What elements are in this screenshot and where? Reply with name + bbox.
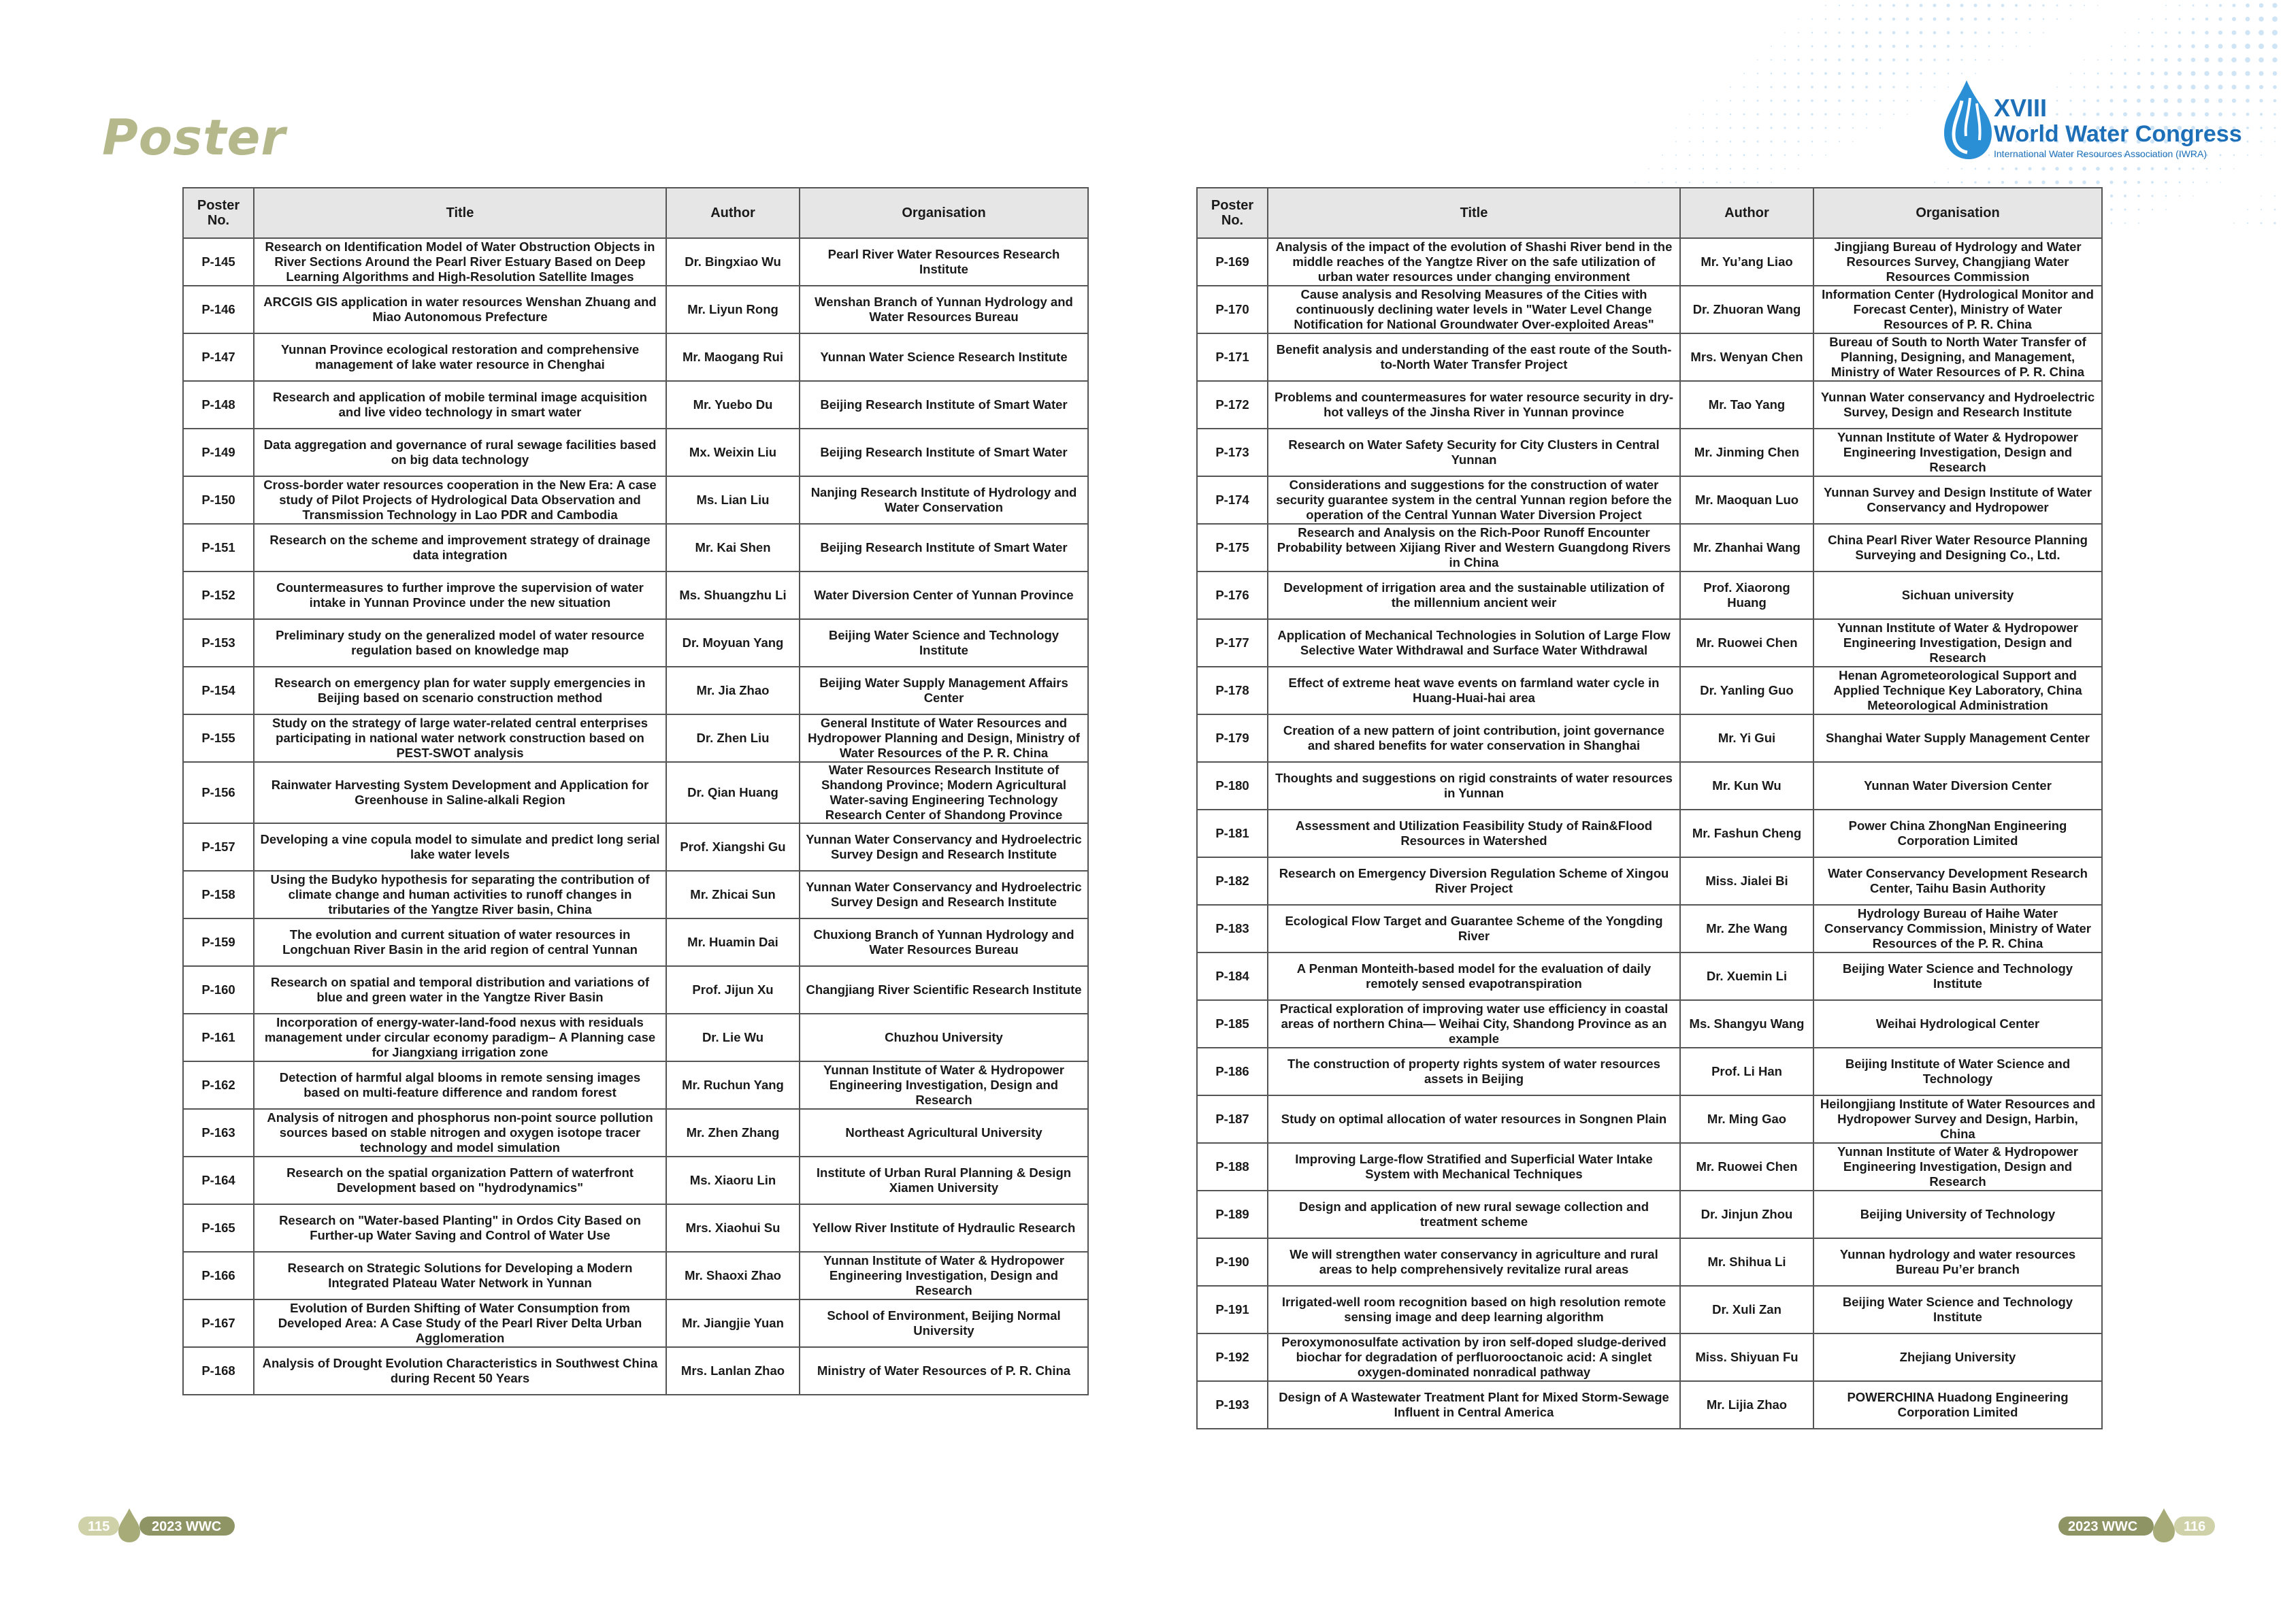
poster-number: P-166 [183,1252,254,1299]
poster-author: Mr. Shihua Li [1680,1238,1813,1286]
table-row [1197,571,2102,619]
poster-organisation: Northeast Agricultural University [800,1109,1088,1157]
table-row [1197,857,2102,905]
table-header-row [1197,188,2102,238]
poster-author: Mr. Maogang Rui [666,333,800,381]
poster-author: Dr. Zhuoran Wang [1680,286,1813,333]
poster-title: Analysis of the impact of the evolution of Shashi River bend in the middle reaches of the Yangtze River on the safe utilization of urban water resources under changing environment [1268,238,1680,286]
logo-roman-numeral: XVIII [1994,94,2048,122]
poster-author: Mr. Maoquan Luo [1680,476,1813,524]
poster-author: Mr. Zhe Wang [1680,905,1813,952]
poster-author: Mrs. Xiaohui Su [666,1204,800,1252]
poster-number: P-151 [183,524,254,571]
table-row [183,1061,1088,1109]
poster-title: A Penman Monteith-based model for the evaluation of daily remotely sensed evapotranspiration [1268,952,1680,1000]
poster-title: Irrigated-well room recognition based on high resolution remote sensing image and deep learning algorithm [1268,1286,1680,1333]
poster-number: P-161 [183,1014,254,1061]
poster-organisation: Heilongjiang Institute of Water Resources and Hydropower Survey and Design, Harbin, China [1813,1095,2102,1143]
poster-number: P-184 [1197,952,1268,1000]
poster-title: ARCGIS GIS application in water resources Wenshan Zhuang and Miao Autonomous Prefecture [254,286,666,333]
poster-number: P-181 [1197,810,1268,857]
table-row [1197,667,2102,714]
footer-left [78,1514,235,1537]
poster-author: Mr. Ruchun Yang [666,1061,800,1109]
poster-author: Mr. Liyun Rong [666,286,800,333]
poster-title: Analysis of nitrogen and phosphorus non-point source pollution sources based on stable nitrogen and oxygen isotope tracer technology and model simulation [254,1109,666,1157]
poster-title: Thoughts and suggestions on rigid constraints of water resources in Yunnan [1268,762,1680,810]
page-number: 116 [2184,1519,2206,1534]
poster-title: Developing a vine copula model to simulate and predict long serial lake water levels [254,823,666,871]
page-title: Poster [102,109,286,166]
poster-organisation: Beijing Institute of Water Science and Technology [1813,1048,2102,1095]
poster-number: P-175 [1197,524,1268,571]
poster-author: Mr. Zhicai Sun [666,871,800,918]
table-row [183,1347,1088,1395]
table-row [1197,1381,2102,1429]
poster-organisation: Nanjing Research Institute of Hydrology and Water Conservation [800,476,1088,524]
poster-organisation: Yunnan Survey and Design Institute of Water Conservancy and Hydropower [1813,476,2102,524]
poster-organisation: China Pearl River Water Resource Planning Surveying and Designing Co., Ltd. [1813,524,2102,571]
poster-organisation: Yunnan Water Diversion Center [1813,762,2102,810]
poster-title: Using the Budyko hypothesis for separating the contribution of climate change and human activities to runoff changes in tributaries of the Yangtze River basin, China [254,871,666,918]
poster-author: Ms. Shangyu Wang [1680,1000,1813,1048]
poster-organisation: Beijing Water Science and Technology Institute [1813,952,2102,1000]
poster-author: Prof. Xiaorong Huang [1680,571,1813,619]
poster-organisation: Yunnan hydrology and water resources Bureau Pu’er branch [1813,1238,2102,1286]
poster-author: Dr. Lie Wu [666,1014,800,1061]
poster-title: Problems and countermeasures for water resource security in dry-hot valleys of the Jinsha River in Yunnan province [1268,381,1680,429]
table-header-row [183,188,1088,238]
poster-author: Dr. Zhen Liu [666,714,800,762]
poster-author: Mr. Shaoxi Zhao [666,1252,800,1299]
table-row [183,524,1088,571]
poster-title: Study on optimal allocation of water resources in Songnen Plain [1268,1095,1680,1143]
poster-number: P-153 [183,619,254,667]
poster-number: P-149 [183,429,254,476]
poster-author: Mr. Jiangjie Yuan [666,1299,800,1347]
poster-title: Countermeasures to further improve the supervision of water intake in Yunnan Province under the new situation [254,571,666,619]
poster-author: Dr. Xuli Zan [1680,1286,1813,1333]
poster-organisation: Yunnan Institute of Water & Hydropower Engineering Investigation, Design and Research [1813,429,2102,476]
table-row [183,333,1088,381]
poster-author: Mr. Zhen Zhang [666,1109,800,1157]
poster-number: P-156 [183,762,254,823]
poster-number: P-172 [1197,381,1268,429]
poster-title: Practical exploration of improving water use efficiency in coastal areas of northern China— Weihai City, Shandong Province as an example [1268,1000,1680,1048]
poster-author: Mr. Huamin Dai [666,918,800,966]
poster-organisation: POWERCHINA Huadong Engineering Corporation Limited [1813,1381,2102,1429]
poster-organisation: Water Conservancy Development Research Center, Taihu Basin Authority [1813,857,2102,905]
poster-title: Considerations and suggestions for the construction of water security guarantee system in the central Yunnan region before the operation of the Central Yunnan Water Diversion Project [1268,476,1680,524]
poster-organisation: Water Diversion Center of Yunnan Province [800,571,1088,619]
poster-organisation: Beijing Water Supply Management Affairs Center [800,667,1088,714]
poster-organisation: Yunnan Institute of Water & Hydropower Engineering Investigation, Design and Research [1813,619,2102,667]
poster-title: Design of A Wastewater Treatment Plant for Mixed Storm-Sewage Influent in Central America [1268,1381,1680,1429]
poster-number: P-187 [1197,1095,1268,1143]
poster-author: Dr. Bingxiao Wu [666,238,800,286]
poster-title: Research on the spatial organization Pattern of waterfront Development based on "hydrodynamics" [254,1157,666,1204]
table-row [183,619,1088,667]
poster-author: Mr. Jinming Chen [1680,429,1813,476]
poster-table-left [182,187,1089,1395]
poster-author: Prof. Jijun Xu [666,966,800,1014]
poster-organisation: Institute of Urban Rural Planning & Design Xiamen University [800,1157,1088,1204]
poster-title: Rainwater Harvesting System Development and Application for Greenhouse in Saline-alkali Region [254,762,666,823]
table-row [183,1014,1088,1061]
poster-number: P-177 [1197,619,1268,667]
poster-author: Dr. Jinjun Zhou [1680,1191,1813,1238]
poster-title: Effect of extreme heat wave events on farmland water cycle in Huang-Huai-hai area [1268,667,1680,714]
poster-organisation: Water Resources Research Institute of Shandong Province; Modern Agricultural Water-saving Engineering Technology Research Center of Shandong Province [800,762,1088,823]
table-row [1197,905,2102,952]
poster-table-right [1196,187,2103,1429]
table-row [183,1299,1088,1347]
poster-author: Mr. Jia Zhao [666,667,800,714]
poster-number: P-167 [183,1299,254,1347]
poster-title: Benefit analysis and understanding of the east route of the South-to-North Water Transfer Project [1268,333,1680,381]
table-row [183,823,1088,871]
poster-number: P-148 [183,381,254,429]
poster-organisation: Yunnan Water conservancy and Hydroelectric Survey, Design and Research Institute [1813,381,2102,429]
poster-title: The evolution and current situation of water resources in Longchuan River Basin in the arid region of central Yunnan [254,918,666,966]
table-row [1197,1095,2102,1143]
table-row [183,238,1088,286]
poster-title: Design and application of new rural sewage collection and treatment scheme [1268,1191,1680,1238]
poster-title: Incorporation of energy-water-land-food nexus with residuals management under circular economy paradigm– A Planning case for Jiangxiang irrigation zone [254,1014,666,1061]
poster-title: Research on "Water-based Planting" in Ordos City Based on Further-up Water Saving and Control of Water Use [254,1204,666,1252]
leaf-drop-icon [116,1507,143,1544]
poster-title: Assessment and Utilization Feasibility Study of Rain&Flood Resources in Watershed [1268,810,1680,857]
poster-author: Ms. Lian Liu [666,476,800,524]
poster-title: Research and application of mobile terminal image acquisition and live video technology in smart water [254,381,666,429]
poster-title: Data aggregation and governance of rural sewage facilities based on big data technology [254,429,666,476]
poster-number: P-186 [1197,1048,1268,1095]
table-row [183,966,1088,1014]
poster-author: Mr. Kai Shen [666,524,800,571]
poster-organisation: Pearl River Water Resources Research Institute [800,238,1088,286]
poster-author: Mr. Fashun Cheng [1680,810,1813,857]
poster-title: Evolution of Burden Shifting of Water Consumption from Developed Area: A Case Study of the Pearl River Delta Urban Agglomeration [254,1299,666,1347]
poster-title: Preliminary study on the generalized model of water resource regulation based on knowledge map [254,619,666,667]
poster-number: P-176 [1197,571,1268,619]
table-row [183,714,1088,762]
poster-organisation: Chuzhou University [800,1014,1088,1061]
table-row [183,571,1088,619]
poster-number: P-159 [183,918,254,966]
table-row [1197,1048,2102,1095]
poster-number: P-168 [183,1347,254,1395]
poster-title: Analysis of Drought Evolution Characteristics in Southwest China during Recent 50 Years [254,1347,666,1395]
poster-title: Yunnan Province ecological restoration and comprehensive management of lake water resource in Chenghai [254,333,666,381]
poster-title: Detection of harmful algal blooms in remote sensing images based on multi-feature difference and random forest [254,1061,666,1109]
poster-title: We will strengthen water conservancy in agriculture and rural areas to help comprehensively revitalize rural areas [1268,1238,1680,1286]
poster-organisation: Beijing University of Technology [1813,1191,2102,1238]
poster-author: Mr. Yi Gui [1680,714,1813,762]
poster-organisation: Yunnan Water Conservancy and Hydroelectric Survey Design and Research Institute [800,823,1088,871]
table-row [183,381,1088,429]
poster-organisation: Weihai Hydrological Center [1813,1000,2102,1048]
header-title: Title [1268,188,1680,238]
table-row [1197,619,2102,667]
header-author: Author [666,188,800,238]
table-row [1197,1000,2102,1048]
table-row [183,667,1088,714]
poster-number: P-160 [183,966,254,1014]
poster-number: P-154 [183,667,254,714]
header-author: Author [1680,188,1813,238]
poster-number: P-180 [1197,762,1268,810]
table-row [183,1109,1088,1157]
poster-organisation: Sichuan university [1813,571,2102,619]
poster-title: Application of Mechanical Technologies in Solution of Large Flow Selective Water Withdrawal and Surface Water Withdrawal [1268,619,1680,667]
poster-title: Cross-border water resources cooperation in the New Era: A case study of Pilot Projects of Hydrological Data Observation and Transmission Technology in Lao PDR and Cambodia [254,476,666,524]
header-poster-no: Poster No. [183,188,254,238]
table-row [1197,286,2102,333]
table-row [183,476,1088,524]
poster-number: P-147 [183,333,254,381]
poster-title: Research on emergency plan for water supply emergencies in Beijing based on scenario construction method [254,667,666,714]
poster-author: Mr. Yu’ang Liao [1680,238,1813,286]
poster-author: Mr. Yuebo Du [666,381,800,429]
poster-author: Dr. Moyuan Yang [666,619,800,667]
header-organisation: Organisation [1813,188,2102,238]
table-row [183,918,1088,966]
table-row [183,286,1088,333]
poster-number: P-190 [1197,1238,1268,1286]
table-row [1197,1333,2102,1381]
poster-author: Mr. Lijia Zhao [1680,1381,1813,1429]
poster-number: P-183 [1197,905,1268,952]
poster-organisation: Chuxiong Branch of Yunnan Hydrology and Water Resources Bureau [800,918,1088,966]
table-row [183,762,1088,823]
table-row [183,1204,1088,1252]
page-number: 115 [88,1519,110,1534]
poster-organisation: Beijing Research Institute of Smart Water [800,524,1088,571]
poster-title: Research on Water Safety Security for City Clusters in Central Yunnan [1268,429,1680,476]
poster-author: Mrs. Lanlan Zhao [666,1347,800,1395]
table-row [1197,1238,2102,1286]
poster-organisation: Yellow River Institute of Hydraulic Research [800,1204,1088,1252]
poster-author: Ms. Shuangzhu Li [666,571,800,619]
poster-title: Research on Emergency Diversion Regulation Scheme of Xingou River Project [1268,857,1680,905]
poster-author: Mrs. Wenyan Chen [1680,333,1813,381]
poster-organisation: School of Environment, Beijing Normal University [800,1299,1088,1347]
poster-organisation: Ministry of Water Resources of P. R. China [800,1347,1088,1395]
poster-title: The construction of property rights system of water resources assets in Beijing [1268,1048,1680,1095]
poster-organisation: Beijing Research Institute of Smart Water [800,429,1088,476]
table-row [1197,714,2102,762]
logo-subtitle: International Water Resources Association (IWRA) [1994,148,2207,159]
poster-number: P-178 [1197,667,1268,714]
table-row [183,871,1088,918]
poster-number: P-152 [183,571,254,619]
poster-number: P-165 [183,1204,254,1252]
poster-number: P-164 [183,1157,254,1204]
poster-number: P-191 [1197,1286,1268,1333]
poster-author: Mr. Zhanhai Wang [1680,524,1813,571]
poster-organisation: Henan Agrometeorological Support and Applied Technique Key Laboratory, China Meteorological Administration [1813,667,2102,714]
table-row [1197,810,2102,857]
poster-organisation: Yunnan Institute of Water & Hydropower Engineering Investigation, Design and Research [800,1061,1088,1109]
table-row [1197,1191,2102,1238]
poster-organisation: Yunnan Institute of Water & Hydropower Engineering Investigation, Design and Research [1813,1143,2102,1191]
table-row [1197,762,2102,810]
poster-author: Prof. Xiangshi Gu [666,823,800,871]
poster-number: P-179 [1197,714,1268,762]
poster-number: P-193 [1197,1381,1268,1429]
poster-organisation: Jingjiang Bureau of Hydrology and Water Resources Survey, Changjiang Water Resources Commission [1813,238,2102,286]
poster-number: P-182 [1197,857,1268,905]
poster-organisation: Zhejiang University [1813,1333,2102,1381]
poster-number: P-163 [183,1109,254,1157]
poster-author: Dr. Xuemin Li [1680,952,1813,1000]
logo-name: World Water Congress [1994,121,2242,147]
poster-title: Research on Identification Model of Water Obstruction Objects in River Sections Around the Pearl River Estuary Based on Deep Learning Algorithms and High-Resolution Satellite Images [254,238,666,286]
poster-title: Improving Large-flow Stratified and Superficial Water Intake System with Mechanical Techniques [1268,1143,1680,1191]
poster-author: Mx. Weixin Liu [666,429,800,476]
poster-number: P-158 [183,871,254,918]
table-row [1197,1143,2102,1191]
poster-number: P-150 [183,476,254,524]
table-row [1197,524,2102,571]
poster-author: Ms. Xiaoru Lin [666,1157,800,1204]
poster-organisation: Changjiang River Scientific Research Institute [800,966,1088,1014]
poster-author: Dr. Yanling Guo [1680,667,1813,714]
table-row [183,1252,1088,1299]
poster-organisation: Hydrology Bureau of Haihe Water Conservancy Commission, Ministry of Water Resources of the P. R. China [1813,905,2102,952]
table-row [183,429,1088,476]
poster-organisation: Yunnan Water Science Research Institute [800,333,1088,381]
poster-author: Dr. Qian Huang [666,762,800,823]
poster-title: Research and Analysis on the Rich-Poor Runoff Encounter Probability between Xijiang River and Western Guangdong Rivers in China [1268,524,1680,571]
table-row [1197,333,2102,381]
leaf-drop-icon [2150,1507,2178,1544]
table-row [1197,1286,2102,1333]
poster-title: Peroxymonosulfate activation by iron self-doped sludge-derived biochar for degradation of perfluorooctanoic acid: A singlet oxygen-dominated nonradical pathway [1268,1333,1680,1381]
poster-organisation: Yunnan Water Conservancy and Hydroelectric Survey Design and Research Institute [800,871,1088,918]
poster-author: Mr. Ruowei Chen [1680,1143,1813,1191]
poster-organisation: Power China ZhongNan Engineering Corporation Limited [1813,810,2102,857]
poster-title: Research on Strategic Solutions for Developing a Modern Integrated Plateau Water Network in Yunnan [254,1252,666,1299]
poster-author: Miss. Jialei Bi [1680,857,1813,905]
poster-number: P-155 [183,714,254,762]
poster-author: Mr. Tao Yang [1680,381,1813,429]
poster-organisation: Shanghai Water Supply Management Center [1813,714,2102,762]
header-organisation: Organisation [800,188,1088,238]
poster-number: P-185 [1197,1000,1268,1048]
poster-number: P-173 [1197,429,1268,476]
poster-organisation: Bureau of South to North Water Transfer of Planning, Designing, and Management, Ministry of Water Resources of P. R. China [1813,333,2102,381]
poster-organisation: Beijing Research Institute of Smart Water [800,381,1088,429]
poster-author: Miss. Shiyuan Fu [1680,1333,1813,1381]
poster-number: P-145 [183,238,254,286]
footer-event-label: 2023 WWC [2068,1519,2138,1534]
poster-number: P-169 [1197,238,1268,286]
poster-number: P-192 [1197,1333,1268,1381]
header-title: Title [254,188,666,238]
poster-author: Mr. Kun Wu [1680,762,1813,810]
poster-organisation: Beijing Water Science and Technology Institute [800,619,1088,667]
poster-organisation: Wenshan Branch of Yunnan Hydrology and Water Resources Bureau [800,286,1088,333]
poster-number: P-170 [1197,286,1268,333]
poster-organisation: Yunnan Institute of Water & Hydropower Engineering Investigation, Design and Research [800,1252,1088,1299]
table-row [1197,952,2102,1000]
poster-title: Ecological Flow Target and Guarantee Scheme of the Yongding River [1268,905,1680,952]
header-poster-no: Poster No. [1197,188,1268,238]
table-row [1197,429,2102,476]
poster-title: Research on the scheme and improvement strategy of drainage data integration [254,524,666,571]
poster-title: Development of irrigation area and the sustainable utilization of the millennium ancient weir [1268,571,1680,619]
poster-number: P-188 [1197,1143,1268,1191]
table-row [1197,476,2102,524]
poster-number: P-146 [183,286,254,333]
poster-title: Study on the strategy of large water-related central enterprises participating in national water network construction based on PEST-SWOT analysis [254,714,666,762]
poster-title: Creation of a new pattern of joint contribution, joint governance and shared benefits for water conservation in Shanghai [1268,714,1680,762]
table-row [1197,238,2102,286]
poster-author: Prof. Li Han [1680,1048,1813,1095]
poster-title: Research on spatial and temporal distribution and variations of blue and green water in the Yangtze River Basin [254,966,666,1014]
poster-organisation: General Institute of Water Resources and Hydropower Planning and Design, Ministry of Water Resources of the P. R. China [800,714,1088,762]
poster-organisation: Information Center (Hydrological Monitor and Forecast Center), Ministry of Water Resources of P. R. China [1813,286,2102,333]
poster-number: P-162 [183,1061,254,1109]
footer-right [2058,1514,2215,1537]
poster-author: Mr. Ming Gao [1680,1095,1813,1143]
poster-title: Cause analysis and Resolving Measures of the Cities with continuously declining water levels in "Water Level Change Notification for National Groundwater Over-exploited Areas" [1268,286,1680,333]
table-row [1197,381,2102,429]
poster-organisation: Beijing Water Science and Technology Institute [1813,1286,2102,1333]
poster-author: Mr. Ruowei Chen [1680,619,1813,667]
table-row [183,1157,1088,1204]
poster-number: P-157 [183,823,254,871]
poster-number: P-171 [1197,333,1268,381]
poster-number: P-189 [1197,1191,1268,1238]
footer-event-label: 2023 WWC [152,1519,222,1534]
poster-number: P-174 [1197,476,1268,524]
